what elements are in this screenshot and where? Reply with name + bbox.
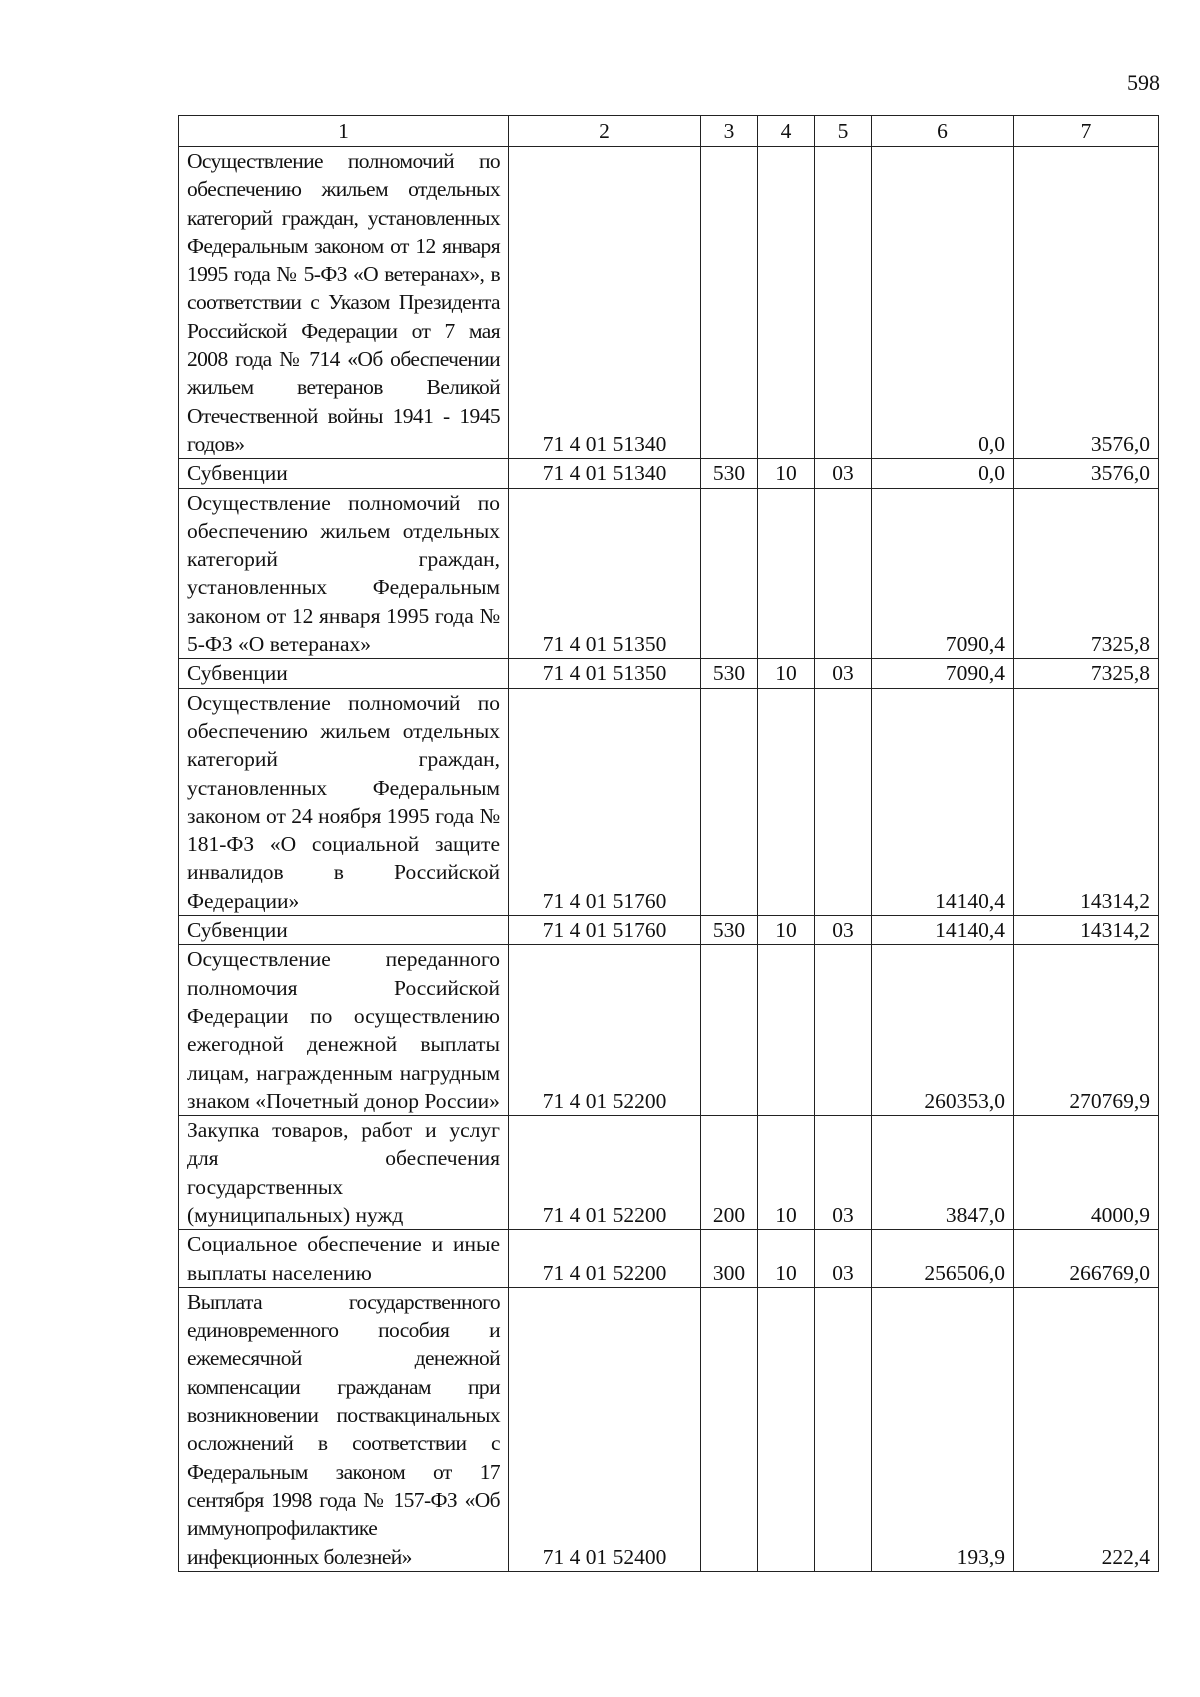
table-row	[179, 1230, 1159, 1288]
subsection: 03	[815, 459, 872, 488]
expense-type: 530	[701, 659, 758, 688]
subsection	[815, 147, 872, 459]
amount-col-7: 266769,0	[1014, 1230, 1159, 1288]
subsection: 03	[815, 659, 872, 688]
subsection	[815, 688, 872, 915]
expense-type	[701, 1287, 758, 1571]
section: 10	[758, 459, 815, 488]
table-row	[179, 147, 1159, 459]
target-article-code: 71 4 01 52200	[509, 1116, 701, 1230]
amount-col-7: 222,4	[1014, 1287, 1159, 1571]
target-article-code: 71 4 01 51760	[509, 688, 701, 915]
amount-col-7: 3576,0	[1014, 459, 1159, 488]
header-row	[179, 116, 1159, 147]
amount-col-7: 14314,2	[1014, 688, 1159, 915]
column-header-6: 6	[872, 116, 1014, 147]
target-article-code: 71 4 01 52200	[509, 1230, 701, 1288]
amount-col-7: 4000,9	[1014, 1116, 1159, 1230]
table-row	[179, 688, 1159, 915]
expense-type: 300	[701, 1230, 758, 1288]
column-header-5: 5	[815, 116, 872, 147]
expense-type	[701, 688, 758, 915]
amount-col-6: 260353,0	[872, 945, 1014, 1116]
column-header-1: 1	[179, 116, 509, 147]
target-article-code: 71 4 01 51760	[509, 916, 701, 945]
row-name: Субвенции	[179, 916, 509, 945]
subsection	[815, 488, 872, 659]
column-header-4: 4	[758, 116, 815, 147]
amount-col-7: 7325,8	[1014, 659, 1159, 688]
row-name: Социальное обеспечение и иные выплаты населению	[179, 1230, 509, 1288]
subsection	[815, 1287, 872, 1571]
amount-col-6: 14140,4	[872, 688, 1014, 915]
column-header-7: 7	[1014, 116, 1159, 147]
amount-col-6: 7090,4	[872, 488, 1014, 659]
table-row	[179, 945, 1159, 1116]
subsection: 03	[815, 1230, 872, 1288]
row-name: Субвенции	[179, 659, 509, 688]
row-name: Выплата государственного единовременного пособия и ежемесячной денежной компенсации гражданам при возникновении поствакцинальных осложнений в соответствии с Федеральным законом от 17 сентября 1998 года № 157-ФЗ «Об иммунопрофилактике инфекционных болезней»	[179, 1287, 509, 1571]
amount-col-6: 193,9	[872, 1287, 1014, 1571]
subsection	[815, 945, 872, 1116]
row-name: Осуществление полномочий по обеспечению жильем отдельных категорий граждан, установленных Федеральным законом от 12 января 1995 года № 5-ФЗ «О ветеранах»	[179, 488, 509, 659]
table-row	[179, 916, 1159, 945]
amount-col-7: 3576,0	[1014, 147, 1159, 459]
expense-type	[701, 945, 758, 1116]
row-name: Закупка товаров, работ и услуг для обеспечения государственных (муниципальных) нужд	[179, 1116, 509, 1230]
section: 10	[758, 1230, 815, 1288]
section	[758, 488, 815, 659]
target-article-code: 71 4 01 51340	[509, 459, 701, 488]
section	[758, 688, 815, 915]
table-row	[179, 1116, 1159, 1230]
amount-col-6: 0,0	[872, 147, 1014, 459]
amount-col-6: 14140,4	[872, 916, 1014, 945]
column-header-2: 2	[509, 116, 701, 147]
amount-col-6: 7090,4	[872, 659, 1014, 688]
target-article-code: 71 4 01 51340	[509, 147, 701, 459]
target-article-code: 71 4 01 51350	[509, 488, 701, 659]
section	[758, 147, 815, 459]
row-name: Осуществление полномочий по обеспечению жильем отдельных категорий граждан, установленных Федеральным законом от 12 января 1995 года № 5-ФЗ «О ветеранах», в соответствии с Указом Президента Российской Федерации от 7 мая 2008 года № 714 «Об обеспечении жильем ветеранов Великой Отечественной войны 1941 - 1945 годов»	[179, 147, 509, 459]
target-article-code: 71 4 01 51350	[509, 659, 701, 688]
row-name: Субвенции	[179, 459, 509, 488]
amount-col-7: 270769,9	[1014, 945, 1159, 1116]
table-row	[179, 459, 1159, 488]
row-name: Осуществление полномочий по обеспечению жильем отдельных категорий граждан, установленных Федеральным законом от 24 ноября 1995 года № 181-ФЗ «О социальной защите инвалидов в Российской Федерации»	[179, 688, 509, 915]
amount-col-7: 7325,8	[1014, 488, 1159, 659]
subsection: 03	[815, 916, 872, 945]
amount-col-6: 0,0	[872, 459, 1014, 488]
table-row	[179, 659, 1159, 688]
expense-type: 530	[701, 459, 758, 488]
budget-table	[178, 115, 1159, 1572]
amount-col-6: 256506,0	[872, 1230, 1014, 1288]
table-row	[179, 1287, 1159, 1571]
expense-type	[701, 488, 758, 659]
section: 10	[758, 916, 815, 945]
section: 10	[758, 659, 815, 688]
table-row	[179, 488, 1159, 659]
subsection: 03	[815, 1116, 872, 1230]
section	[758, 1287, 815, 1571]
section: 10	[758, 1116, 815, 1230]
column-header-3: 3	[701, 116, 758, 147]
section	[758, 945, 815, 1116]
expense-type: 200	[701, 1116, 758, 1230]
target-article-code: 71 4 01 52400	[509, 1287, 701, 1571]
amount-col-7: 14314,2	[1014, 916, 1159, 945]
page-number: 598	[1127, 70, 1160, 95]
target-article-code: 71 4 01 52200	[509, 945, 701, 1116]
expense-type: 530	[701, 916, 758, 945]
expense-type	[701, 147, 758, 459]
amount-col-6: 3847,0	[872, 1116, 1014, 1230]
row-name: Осуществление переданного полномочия Российской Федерации по осуществлению ежегодной денежной выплаты лицам, награжденным нагрудным знаком «Почетный донор России»	[179, 945, 509, 1116]
